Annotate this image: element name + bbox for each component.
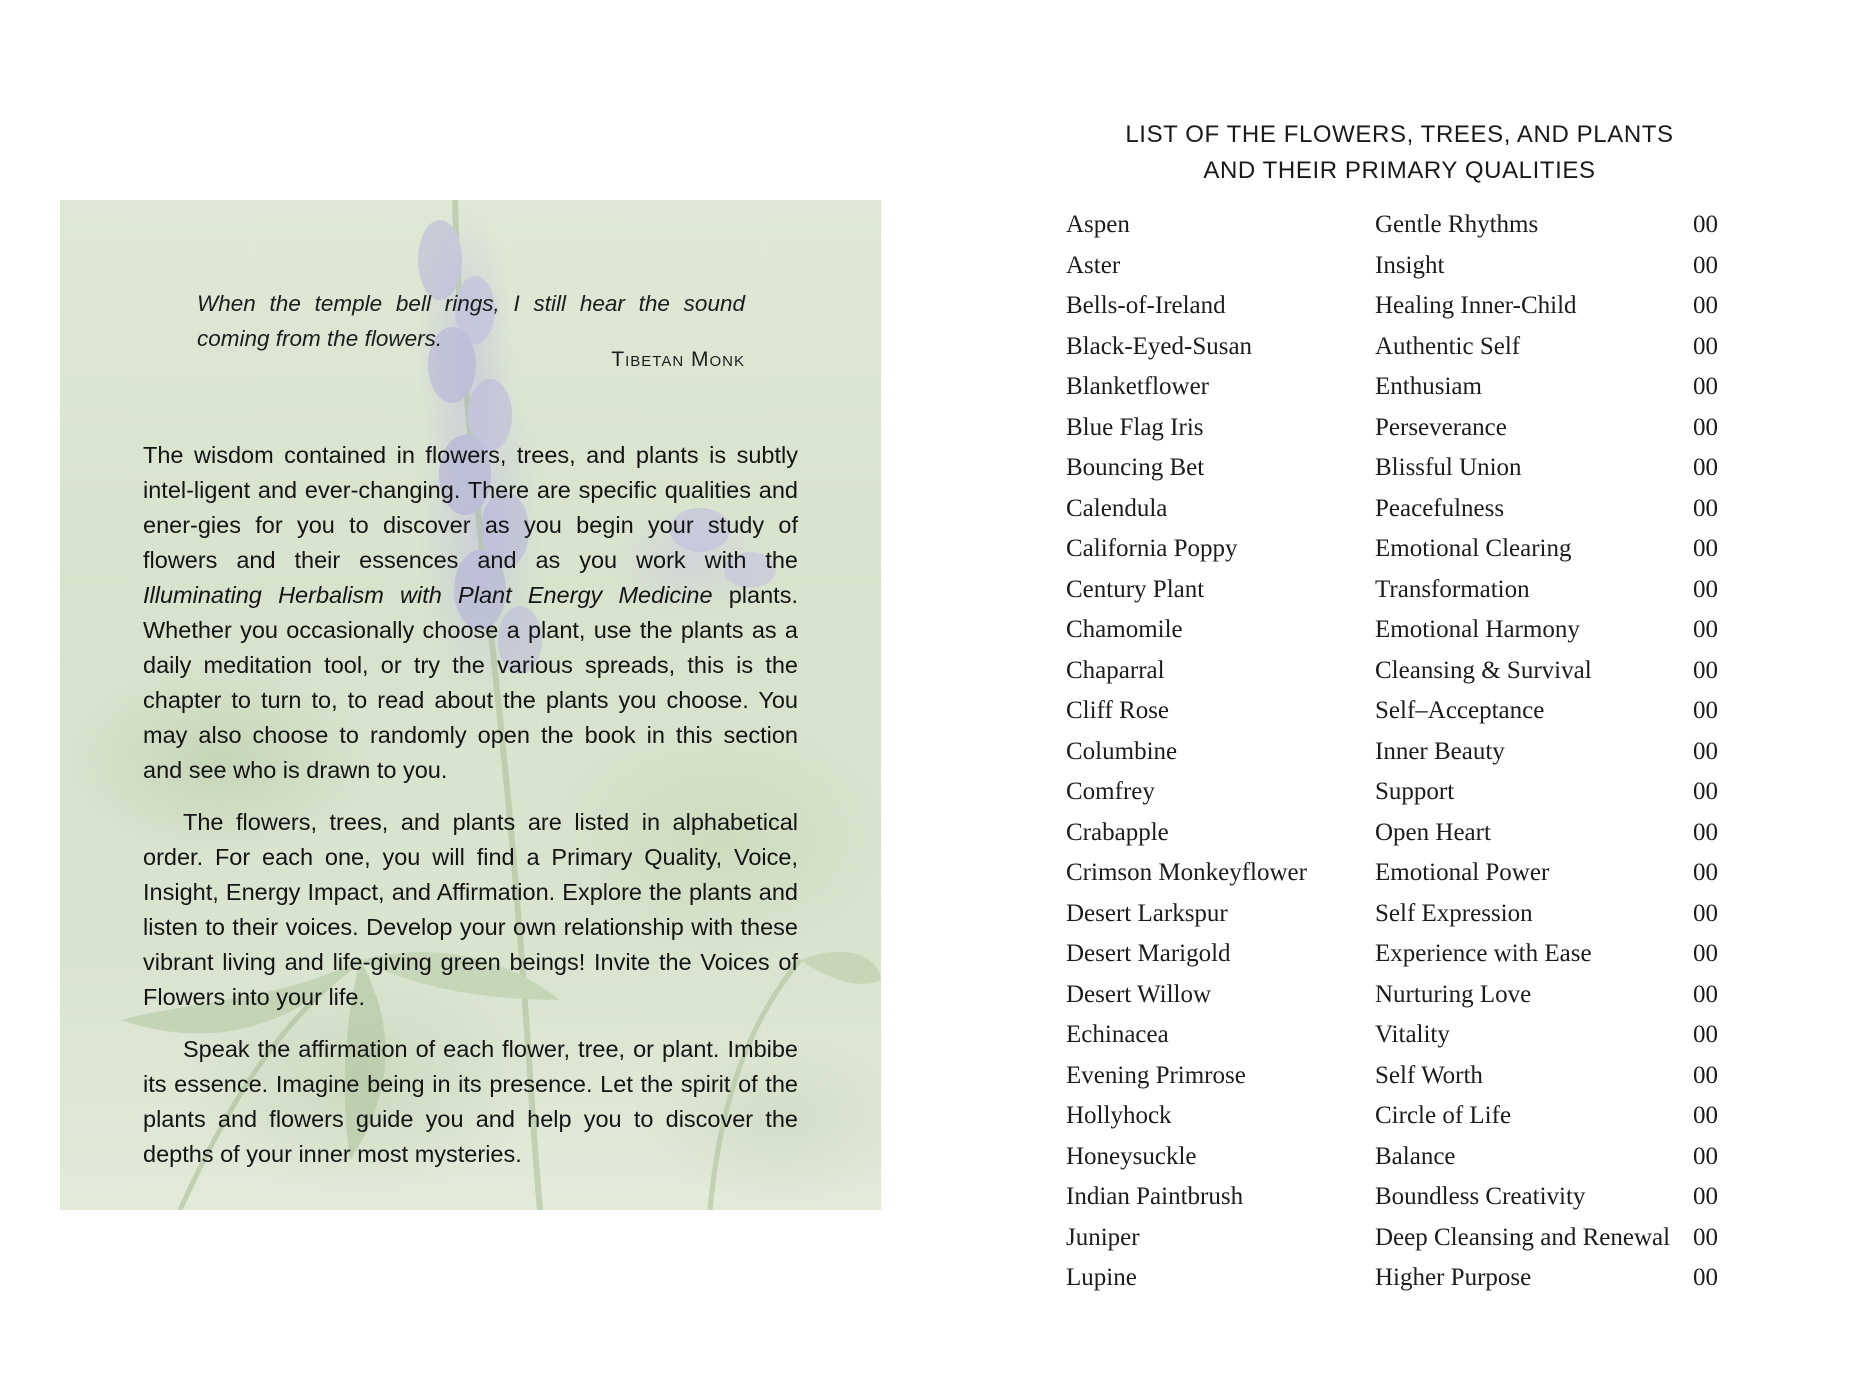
plant-list-row [1066,367,1806,408]
primary-quality: Self Expression [1375,899,1533,927]
plant-list-row [1066,732,1806,773]
plant-list-row [1066,1218,1806,1259]
plant-list-row [1066,1137,1806,1178]
page-number: 00 [1693,413,1718,441]
epigraph-attribution: Tibetan Monk [611,348,745,371]
plant-name: Aspen [1066,211,1130,238]
list-heading [933,117,1866,189]
plant-list-row [1066,529,1806,570]
primary-quality: Support [1375,778,1455,805]
primary-quality: Emotional Power [1375,859,1550,886]
plant-list-row [1066,286,1806,327]
primary-quality: Emotional Harmony [1375,616,1580,643]
plant-name: Bouncing Bet [1066,454,1205,481]
plant-list-row [1066,408,1806,449]
page-number: 00 [1693,535,1718,562]
primary-quality: Enthusiam [1375,373,1482,400]
plant-name: Hollyhock [1066,1102,1172,1129]
page-number: 00 [1693,332,1718,360]
plant-list-row [1066,1258,1806,1299]
primary-quality: Open Heart [1375,818,1491,846]
plant-name: Century Plant [1066,575,1205,603]
epigraph-quote: When the temple bell rings, I still hear the sound coming from the flowers. [197,291,745,351]
primary-quality: Nurturing Love [1375,980,1532,1008]
primary-quality: Insight [1375,251,1445,279]
primary-quality: Self–Acceptance [1375,697,1545,724]
plant-list-row [1066,327,1806,368]
list-heading-line-2: AND THEIR PRIMARY QUALITIES [1203,157,1596,184]
primary-quality: Healing Inner-Child [1375,292,1577,319]
plant-name: Columbine [1066,737,1178,765]
primary-quality: Experience with Ease [1375,940,1592,967]
page-number: 00 [1693,656,1718,684]
plant-name: Chaparral [1066,656,1165,684]
page-number: 00 [1693,211,1718,238]
plant-name: Juniper [1066,1223,1140,1251]
plant-name: California Poppy [1066,535,1238,562]
plant-list-row [1066,813,1806,854]
page-number: 00 [1693,292,1718,319]
plant-name: Echinacea [1066,1021,1169,1048]
plant-name: Desert Larkspur [1066,899,1228,927]
primary-quality: Balance [1375,1142,1456,1170]
plant-quality-list [1066,205,1806,1299]
page-number: 00 [1693,697,1718,724]
plant-list-row [1066,1096,1806,1137]
page-number: 00 [1693,778,1718,805]
plant-name: Comfrey [1066,778,1155,805]
primary-quality: Vitality [1375,1021,1450,1048]
primary-quality: Boundless Creativity [1375,1183,1586,1210]
page-number: 00 [1693,1183,1718,1210]
primary-quality: Self Worth [1375,1061,1483,1089]
intro-paragraph-2: The flowers, trees, and plants are listed in alphabetical order. For each one, you will find a Primary Quality, Voice, Insight, Energy Impact, and Affirmation. Explore the plants and listen to their voices. Develop your own relationship with these vibrant living and life-giving green beings! Invite the Voices of Flowers into your life. [143,809,798,1010]
page-number: 00 [1693,251,1718,279]
plant-list-row [1066,1177,1806,1218]
paragraph-1-text-start: The wisdom contained in flowers, trees, and plants is subtly intel-ligent and ever-changing. There are specific qualities and ener-gies for you to discover as you begin your study of flowers and their essences and as you work with the [143,442,798,573]
page-number: 00 [1693,899,1718,927]
page-number: 00 [1693,980,1718,1008]
page-number: 00 [1693,494,1718,522]
plant-list-row [1066,570,1806,611]
page-number: 00 [1693,1223,1718,1251]
primary-quality: Deep Cleansing and Renewal [1375,1223,1671,1251]
page-number: 00 [1693,737,1718,765]
list-heading-line-1: LIST OF THE FLOWERS, TREES, AND PLANTS [1125,121,1674,148]
plant-list-row [1066,934,1806,975]
plant-name: Aster [1066,251,1121,279]
plant-list-row [1066,691,1806,732]
page-number: 00 [1693,1142,1718,1170]
page-number: 00 [1693,1264,1718,1291]
page-number: 00 [1693,373,1718,400]
plant-name: Cliff Rose [1066,697,1170,724]
plant-list-row [1066,772,1806,813]
plant-name: Calendula [1066,494,1168,522]
primary-quality: Cleansing & Survival [1375,656,1592,684]
page-number: 00 [1693,940,1718,967]
right-page [933,0,1866,1400]
primary-quality: Transformation [1375,575,1530,603]
plant-name: Desert Marigold [1066,940,1231,967]
primary-quality: Perseverance [1375,413,1507,441]
plant-name: Chamomile [1066,616,1183,643]
plant-name: Crimson Monkeyflower [1066,859,1307,886]
paragraph-1-text-end: plants. Whether you occasionally choose a plant, use the plants as a daily meditation tool, or try the various spreads, this is the chapter to turn to, to read about the plants you choose. You may also choose to randomly open the book in this section and see who is drawn to you. [143,582,798,783]
primary-quality: Higher Purpose [1375,1264,1532,1291]
plant-name: Lupine [1066,1264,1137,1291]
plant-list-row [1066,246,1806,287]
intro-body-text [143,438,798,1189]
plant-name: Honeysuckle [1066,1142,1197,1170]
plant-name: Blue Flag Iris [1066,413,1204,441]
book-title-italic: Illuminating Herbalism with Plant Energy Medicine [143,582,713,608]
page-number: 00 [1693,1021,1718,1048]
lupine-photo-panel [60,200,881,1210]
plant-list-row [1066,610,1806,651]
plant-name: Bells-of-Ireland [1066,292,1226,319]
intro-paragraph-3: Speak the affirmation of each flower, tree, or plant. Imbibe its essence. Imagine being in its presence. Let the spirit of the plants and flowers guide you and help you to discover the depths of your inner most mysteries. [143,1036,798,1167]
plant-name: Desert Willow [1066,980,1212,1008]
plant-list-row [1066,894,1806,935]
primary-quality: Inner Beauty [1375,737,1505,765]
plant-name: Crabapple [1066,818,1169,846]
page-number: 00 [1693,859,1718,886]
primary-quality: Gentle Rhythms [1375,211,1539,238]
plant-name: Black-Eyed-Susan [1066,332,1253,360]
page-number: 00 [1693,616,1718,643]
plant-name: Evening Primrose [1066,1061,1246,1089]
primary-quality: Emotional Clearing [1375,535,1572,562]
plant-name: Indian Paintbrush [1066,1183,1244,1210]
plant-name: Blanketflower [1066,373,1210,400]
page-number: 00 [1693,818,1718,846]
page-number: 00 [1693,454,1718,481]
plant-list-row [1066,489,1806,530]
plant-list-row [1066,448,1806,489]
plant-list-row [1066,1015,1806,1056]
plant-list-row [1066,1056,1806,1097]
page-number: 00 [1693,1102,1718,1129]
primary-quality: Peacefulness [1375,494,1505,522]
plant-list-row [1066,651,1806,692]
page-number: 00 [1693,575,1718,603]
primary-quality: Circle of Life [1375,1102,1512,1129]
page-number: 00 [1693,1061,1718,1089]
intro-paragraph-1 [143,438,798,788]
plant-list-row [1066,853,1806,894]
primary-quality: Authentic Self [1375,332,1521,360]
plant-list-row [1066,975,1806,1016]
primary-quality: Blissful Union [1375,454,1522,481]
plant-list-row [1066,205,1806,246]
